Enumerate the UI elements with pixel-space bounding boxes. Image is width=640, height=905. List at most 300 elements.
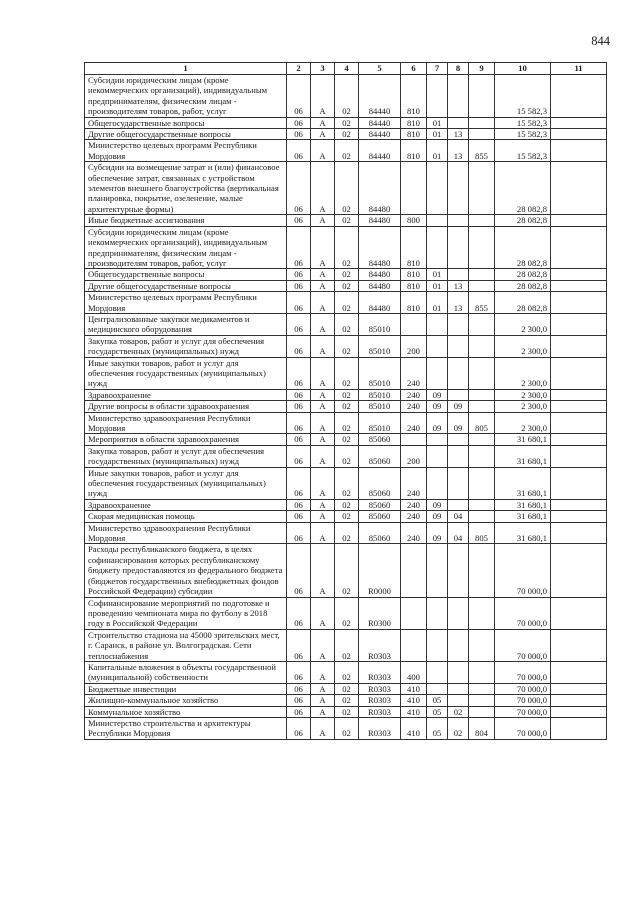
row-c4-cell: 02 (335, 412, 359, 434)
row-c2-cell: 06 (287, 215, 311, 226)
row-c9-cell (469, 357, 495, 389)
header-cell: 8 (448, 63, 469, 75)
row-c2-cell: 06 (287, 511, 311, 522)
row-c5-cell: R0303 (359, 706, 401, 717)
row-name-cell: Министерство строительства и архитектуры Республики Мордовия (85, 717, 287, 739)
row-c11-cell (551, 544, 607, 597)
row-c5-cell: 84480 (359, 269, 401, 280)
row-c3-cell: А (311, 717, 335, 739)
table-body (85, 63, 607, 740)
row-c8-cell (448, 683, 469, 694)
row-c7-cell: 09 (427, 389, 448, 400)
row-name-cell: Субсидии юридическим лицам (кроме некоммерческих организаций), индивидуальным предпринимателям, физическим лицам - производителям товаров, работ, услуг (85, 75, 287, 118)
row-c2-cell: 06 (287, 269, 311, 280)
row-c9-cell (469, 661, 495, 683)
row-c10-cell: 15 582,3 (495, 129, 551, 140)
row-c11-cell (551, 467, 607, 499)
row-name-cell: Министерство целевых программ Республики Мордовия (85, 140, 287, 162)
row-c10-cell: 70 000,0 (495, 683, 551, 694)
row-c6-cell: 810 (401, 140, 427, 162)
row-name-cell: Строительство стадиона на 45000 зрительских мест, г. Саранск, в районе ул. Волгоградская. Сети теплоснабжения (85, 629, 287, 661)
row-c10-cell: 70 000,0 (495, 695, 551, 706)
row-c10-cell: 15 582,3 (495, 75, 551, 118)
row-c2-cell: 06 (287, 389, 311, 400)
row-c11-cell (551, 522, 607, 544)
row-c2-cell: 06 (287, 292, 311, 314)
row-c2-cell: 06 (287, 129, 311, 140)
row-c10-cell: 2 300,0 (495, 389, 551, 400)
row-c4-cell: 02 (335, 140, 359, 162)
row-c10-cell: 31 680,1 (495, 445, 551, 467)
row-c5-cell: R0300 (359, 597, 401, 629)
row-c11-cell (551, 140, 607, 162)
table-row (85, 445, 607, 467)
row-c7-cell (427, 683, 448, 694)
row-c3-cell: А (311, 412, 335, 434)
row-c11-cell (551, 357, 607, 389)
row-c7-cell (427, 162, 448, 215)
table-row (85, 499, 607, 510)
table-row (85, 511, 607, 522)
row-c4-cell: 02 (335, 389, 359, 400)
row-c5-cell: 84440 (359, 75, 401, 118)
row-c7-cell (427, 629, 448, 661)
row-c2-cell: 06 (287, 661, 311, 683)
row-c8-cell: 13 (448, 292, 469, 314)
row-c8-cell (448, 445, 469, 467)
row-c5-cell: 85010 (359, 401, 401, 412)
row-c7-cell: 09 (427, 522, 448, 544)
row-c6-cell: 240 (401, 499, 427, 510)
row-c7-cell: 09 (427, 412, 448, 434)
row-name-cell: Министерство здравоохранения Республики Мордовия (85, 522, 287, 544)
row-c9-cell (469, 683, 495, 694)
row-c8-cell: 02 (448, 717, 469, 739)
row-c9-cell (469, 706, 495, 717)
row-c7-cell: 01 (427, 269, 448, 280)
row-c6-cell: 800 (401, 215, 427, 226)
row-c7-cell: 01 (427, 280, 448, 291)
header-cell: 9 (469, 63, 495, 75)
row-c5-cell: 85060 (359, 522, 401, 544)
row-c10-cell: 70 000,0 (495, 706, 551, 717)
row-c7-cell: 01 (427, 292, 448, 314)
table-row (85, 357, 607, 389)
table-row (85, 313, 607, 335)
row-c8-cell (448, 467, 469, 499)
row-c11-cell (551, 292, 607, 314)
row-c2-cell: 06 (287, 445, 311, 467)
row-name-cell: Министерство здравоохранения Республики Мордовия (85, 412, 287, 434)
row-c6-cell: 810 (401, 292, 427, 314)
row-c3-cell: А (311, 215, 335, 226)
row-name-cell: Жилищно-коммунальное хозяйство (85, 695, 287, 706)
row-c11-cell (551, 280, 607, 291)
row-c9-cell: 805 (469, 522, 495, 544)
table-row (85, 75, 607, 118)
row-c6-cell: 410 (401, 706, 427, 717)
row-c11-cell (551, 661, 607, 683)
row-c7-cell (427, 335, 448, 357)
row-c3-cell: А (311, 292, 335, 314)
row-c4-cell: 02 (335, 445, 359, 467)
row-c8-cell (448, 335, 469, 357)
row-c7-cell: 05 (427, 706, 448, 717)
row-c7-cell: 01 (427, 140, 448, 162)
row-c9-cell (469, 511, 495, 522)
row-c6-cell: 240 (401, 412, 427, 434)
row-name-cell: Министерство целевых программ Республики Мордовия (85, 292, 287, 314)
row-c4-cell: 02 (335, 117, 359, 128)
row-c10-cell: 70 000,0 (495, 544, 551, 597)
row-c9-cell (469, 129, 495, 140)
table-row (85, 389, 607, 400)
row-name-cell: Здравоохранение (85, 499, 287, 510)
page-number: 844 (591, 34, 610, 48)
row-c5-cell: 85010 (359, 412, 401, 434)
row-c8-cell: 13 (448, 140, 469, 162)
row-c11-cell (551, 269, 607, 280)
row-c8-cell (448, 597, 469, 629)
row-c9-cell (469, 597, 495, 629)
row-c11-cell (551, 597, 607, 629)
row-c11-cell (551, 706, 607, 717)
row-c3-cell: А (311, 117, 335, 128)
row-c4-cell: 02 (335, 215, 359, 226)
row-c6-cell: 400 (401, 661, 427, 683)
row-c5-cell: R0303 (359, 695, 401, 706)
row-c6-cell: 240 (401, 401, 427, 412)
row-c2-cell: 06 (287, 75, 311, 118)
row-c4-cell: 02 (335, 313, 359, 335)
row-c11-cell (551, 117, 607, 128)
row-name-cell: Здравоохранение (85, 389, 287, 400)
row-c2-cell: 06 (287, 434, 311, 445)
table-row (85, 215, 607, 226)
row-c11-cell (551, 129, 607, 140)
row-name-cell: Закупка товаров, работ и услуг для обеспечения государственных (муниципальных) нужд (85, 335, 287, 357)
row-c11-cell (551, 75, 607, 118)
row-c8-cell (448, 499, 469, 510)
table-row (85, 335, 607, 357)
row-c6-cell: 810 (401, 129, 427, 140)
row-c5-cell: 85010 (359, 357, 401, 389)
row-c2-cell: 06 (287, 117, 311, 128)
header-cell: 7 (427, 63, 448, 75)
row-c10-cell: 2 300,0 (495, 335, 551, 357)
row-c6-cell (401, 162, 427, 215)
row-c6-cell: 200 (401, 335, 427, 357)
row-c10-cell: 2 300,0 (495, 313, 551, 335)
row-c3-cell: А (311, 434, 335, 445)
row-c5-cell: 85010 (359, 313, 401, 335)
row-c5-cell: 84440 (359, 117, 401, 128)
table-row (85, 717, 607, 739)
row-c4-cell: 02 (335, 434, 359, 445)
row-c8-cell (448, 544, 469, 597)
row-c6-cell: 240 (401, 511, 427, 522)
row-c10-cell: 31 680,1 (495, 522, 551, 544)
row-c6-cell: 240 (401, 522, 427, 544)
row-c5-cell: 84480 (359, 162, 401, 215)
row-c8-cell (448, 357, 469, 389)
row-c8-cell (448, 75, 469, 118)
row-c3-cell: А (311, 661, 335, 683)
row-c9-cell (469, 335, 495, 357)
row-c2-cell: 06 (287, 544, 311, 597)
row-c9-cell (469, 215, 495, 226)
row-c9-cell (469, 313, 495, 335)
table-row (85, 683, 607, 694)
row-c10-cell: 70 000,0 (495, 597, 551, 629)
row-c5-cell: R0303 (359, 629, 401, 661)
row-c8-cell: 13 (448, 129, 469, 140)
row-c6-cell: 410 (401, 683, 427, 694)
row-c2-cell: 06 (287, 162, 311, 215)
row-c9-cell: 804 (469, 717, 495, 739)
row-c7-cell (427, 445, 448, 467)
row-c4-cell: 02 (335, 629, 359, 661)
row-c6-cell (401, 544, 427, 597)
row-c2-cell: 06 (287, 412, 311, 434)
row-c2-cell: 06 (287, 226, 311, 269)
row-c3-cell: А (311, 140, 335, 162)
row-c4-cell: 02 (335, 544, 359, 597)
row-c5-cell: 85060 (359, 445, 401, 467)
row-c6-cell: 810 (401, 269, 427, 280)
row-c7-cell (427, 661, 448, 683)
row-c8-cell (448, 434, 469, 445)
row-c7-cell (427, 544, 448, 597)
row-c9-cell (469, 389, 495, 400)
row-c3-cell: А (311, 313, 335, 335)
row-c3-cell: А (311, 706, 335, 717)
row-c7-cell: 01 (427, 117, 448, 128)
row-c6-cell: 240 (401, 389, 427, 400)
row-c5-cell: 85010 (359, 335, 401, 357)
row-c11-cell (551, 313, 607, 335)
row-name-cell: Другие общегосударственные вопросы (85, 280, 287, 291)
row-c6-cell: 810 (401, 117, 427, 128)
row-name-cell: Общегосударственные вопросы (85, 269, 287, 280)
row-c11-cell (551, 717, 607, 739)
row-c2-cell: 06 (287, 499, 311, 510)
row-c6-cell: 240 (401, 357, 427, 389)
row-c7-cell (427, 434, 448, 445)
row-c3-cell: А (311, 683, 335, 694)
row-c11-cell (551, 162, 607, 215)
row-c7-cell: 01 (427, 129, 448, 140)
row-c8-cell (448, 226, 469, 269)
row-c11-cell (551, 389, 607, 400)
row-c5-cell: 85060 (359, 511, 401, 522)
row-c6-cell (401, 434, 427, 445)
row-c5-cell: R0303 (359, 661, 401, 683)
row-c11-cell (551, 511, 607, 522)
row-c7-cell (427, 226, 448, 269)
row-c4-cell: 02 (335, 335, 359, 357)
row-c10-cell: 28 082,8 (495, 280, 551, 291)
row-c7-cell: 05 (427, 695, 448, 706)
row-c10-cell: 70 000,0 (495, 717, 551, 739)
header-cell: 4 (335, 63, 359, 75)
row-c8-cell (448, 162, 469, 215)
row-c10-cell: 28 082,8 (495, 269, 551, 280)
row-c6-cell: 240 (401, 467, 427, 499)
table-row (85, 129, 607, 140)
budget-table (84, 62, 607, 740)
row-c4-cell: 02 (335, 401, 359, 412)
row-c3-cell: А (311, 445, 335, 467)
table-row (85, 629, 607, 661)
row-c9-cell (469, 75, 495, 118)
table-row (85, 434, 607, 445)
row-c2-cell: 06 (287, 280, 311, 291)
row-c8-cell (448, 215, 469, 226)
row-c6-cell (401, 629, 427, 661)
row-c7-cell: 09 (427, 401, 448, 412)
row-c5-cell: 85060 (359, 467, 401, 499)
table-row (85, 522, 607, 544)
row-c5-cell: R0303 (359, 717, 401, 739)
row-name-cell: Иные бюджетные ассигнования (85, 215, 287, 226)
row-name-cell: Иные закупки товаров, работ и услуг для обеспечения государственных (муниципальных) нужд (85, 357, 287, 389)
row-c10-cell: 28 082,8 (495, 226, 551, 269)
row-c7-cell (427, 357, 448, 389)
row-name-cell: Софинансирование мероприятий по подготовке и проведению чемпионата мира по футболу в 2018 году в Российской Федерации (85, 597, 287, 629)
row-c2-cell: 06 (287, 706, 311, 717)
row-c5-cell: 84480 (359, 292, 401, 314)
row-c4-cell: 02 (335, 292, 359, 314)
row-c4-cell: 02 (335, 511, 359, 522)
header-cell: 3 (311, 63, 335, 75)
row-c4-cell: 02 (335, 129, 359, 140)
row-c3-cell: А (311, 269, 335, 280)
row-c8-cell: 04 (448, 522, 469, 544)
row-c3-cell: А (311, 129, 335, 140)
row-c9-cell (469, 117, 495, 128)
row-c7-cell (427, 313, 448, 335)
row-c11-cell (551, 683, 607, 694)
row-name-cell: Другие общегосударственные вопросы (85, 129, 287, 140)
row-c4-cell: 02 (335, 661, 359, 683)
header-cell: 11 (551, 63, 607, 75)
row-c2-cell: 06 (287, 335, 311, 357)
row-name-cell: Капитальные вложения в объекты государственной (муниципальной) собственности (85, 661, 287, 683)
row-name-cell: Иные закупки товаров, работ и услуг для обеспечения государственных (муниципальных) нужд (85, 467, 287, 499)
row-c2-cell: 06 (287, 597, 311, 629)
table-row (85, 597, 607, 629)
row-c9-cell (469, 269, 495, 280)
table-header-row (85, 63, 607, 75)
row-c10-cell: 31 680,1 (495, 434, 551, 445)
row-c8-cell: 13 (448, 280, 469, 291)
row-c8-cell (448, 313, 469, 335)
row-c3-cell: А (311, 401, 335, 412)
row-c10-cell: 31 680,1 (495, 499, 551, 510)
row-c4-cell: 02 (335, 75, 359, 118)
row-c6-cell: 810 (401, 280, 427, 291)
row-c11-cell (551, 215, 607, 226)
row-c8-cell (448, 661, 469, 683)
row-name-cell: Расходы республиканского бюджета, в целях софинансирования которых республиканскому бюджету предоставляются из федерального бюджета (бюджетов государственных внебюджетных фондов Российской Федерации) субсидии (85, 544, 287, 597)
row-c5-cell: 84440 (359, 140, 401, 162)
row-c3-cell: А (311, 629, 335, 661)
row-c9-cell (469, 401, 495, 412)
row-name-cell: Бюджетные инвестиции (85, 683, 287, 694)
row-c8-cell (448, 117, 469, 128)
row-c9-cell: 855 (469, 140, 495, 162)
header-cell: 2 (287, 63, 311, 75)
row-c3-cell: А (311, 75, 335, 118)
row-c2-cell: 06 (287, 313, 311, 335)
row-c7-cell (427, 75, 448, 118)
row-c9-cell (469, 226, 495, 269)
row-c2-cell: 06 (287, 683, 311, 694)
row-c9-cell (469, 434, 495, 445)
row-c4-cell: 02 (335, 269, 359, 280)
header-cell: 6 (401, 63, 427, 75)
row-c10-cell: 2 300,0 (495, 412, 551, 434)
row-name-cell: Мероприятия в области здравоохранения (85, 434, 287, 445)
row-c3-cell: А (311, 162, 335, 215)
row-c6-cell: 810 (401, 226, 427, 269)
row-c4-cell: 02 (335, 226, 359, 269)
row-c3-cell: А (311, 335, 335, 357)
row-c6-cell: 410 (401, 717, 427, 739)
row-c4-cell: 02 (335, 683, 359, 694)
row-c5-cell: R0000 (359, 544, 401, 597)
row-c11-cell (551, 695, 607, 706)
row-name-cell: Общегосударственные вопросы (85, 117, 287, 128)
row-c4-cell: 02 (335, 499, 359, 510)
table-row (85, 412, 607, 434)
row-c2-cell: 06 (287, 522, 311, 544)
row-c8-cell (448, 695, 469, 706)
row-c3-cell: А (311, 499, 335, 510)
row-c4-cell: 02 (335, 597, 359, 629)
row-c3-cell: А (311, 597, 335, 629)
row-c9-cell (469, 695, 495, 706)
row-c2-cell: 06 (287, 717, 311, 739)
row-name-cell: Субсидии на возмещение затрат и (или) финансовое обеспечение затрат, связанных с устройством элементов внешнего благоустройства (вертикальная планировка, покрытие, озеленение, малые архитектурные формы) (85, 162, 287, 215)
row-c11-cell (551, 335, 607, 357)
table-row (85, 162, 607, 215)
row-c5-cell: 84480 (359, 226, 401, 269)
row-c9-cell (469, 445, 495, 467)
row-c3-cell: А (311, 467, 335, 499)
row-c10-cell: 31 680,1 (495, 511, 551, 522)
row-c6-cell: 200 (401, 445, 427, 467)
row-c10-cell: 2 300,0 (495, 357, 551, 389)
row-c5-cell: 85060 (359, 499, 401, 510)
row-c9-cell (469, 467, 495, 499)
row-c11-cell (551, 412, 607, 434)
row-c8-cell (448, 389, 469, 400)
table-row (85, 117, 607, 128)
row-c9-cell (469, 629, 495, 661)
row-c6-cell: 410 (401, 695, 427, 706)
row-c2-cell: 06 (287, 629, 311, 661)
row-c11-cell (551, 401, 607, 412)
row-c7-cell (427, 215, 448, 226)
row-c3-cell: А (311, 357, 335, 389)
row-c3-cell: А (311, 695, 335, 706)
row-c10-cell: 70 000,0 (495, 629, 551, 661)
row-c2-cell: 06 (287, 357, 311, 389)
table-row (85, 226, 607, 269)
table-row (85, 544, 607, 597)
